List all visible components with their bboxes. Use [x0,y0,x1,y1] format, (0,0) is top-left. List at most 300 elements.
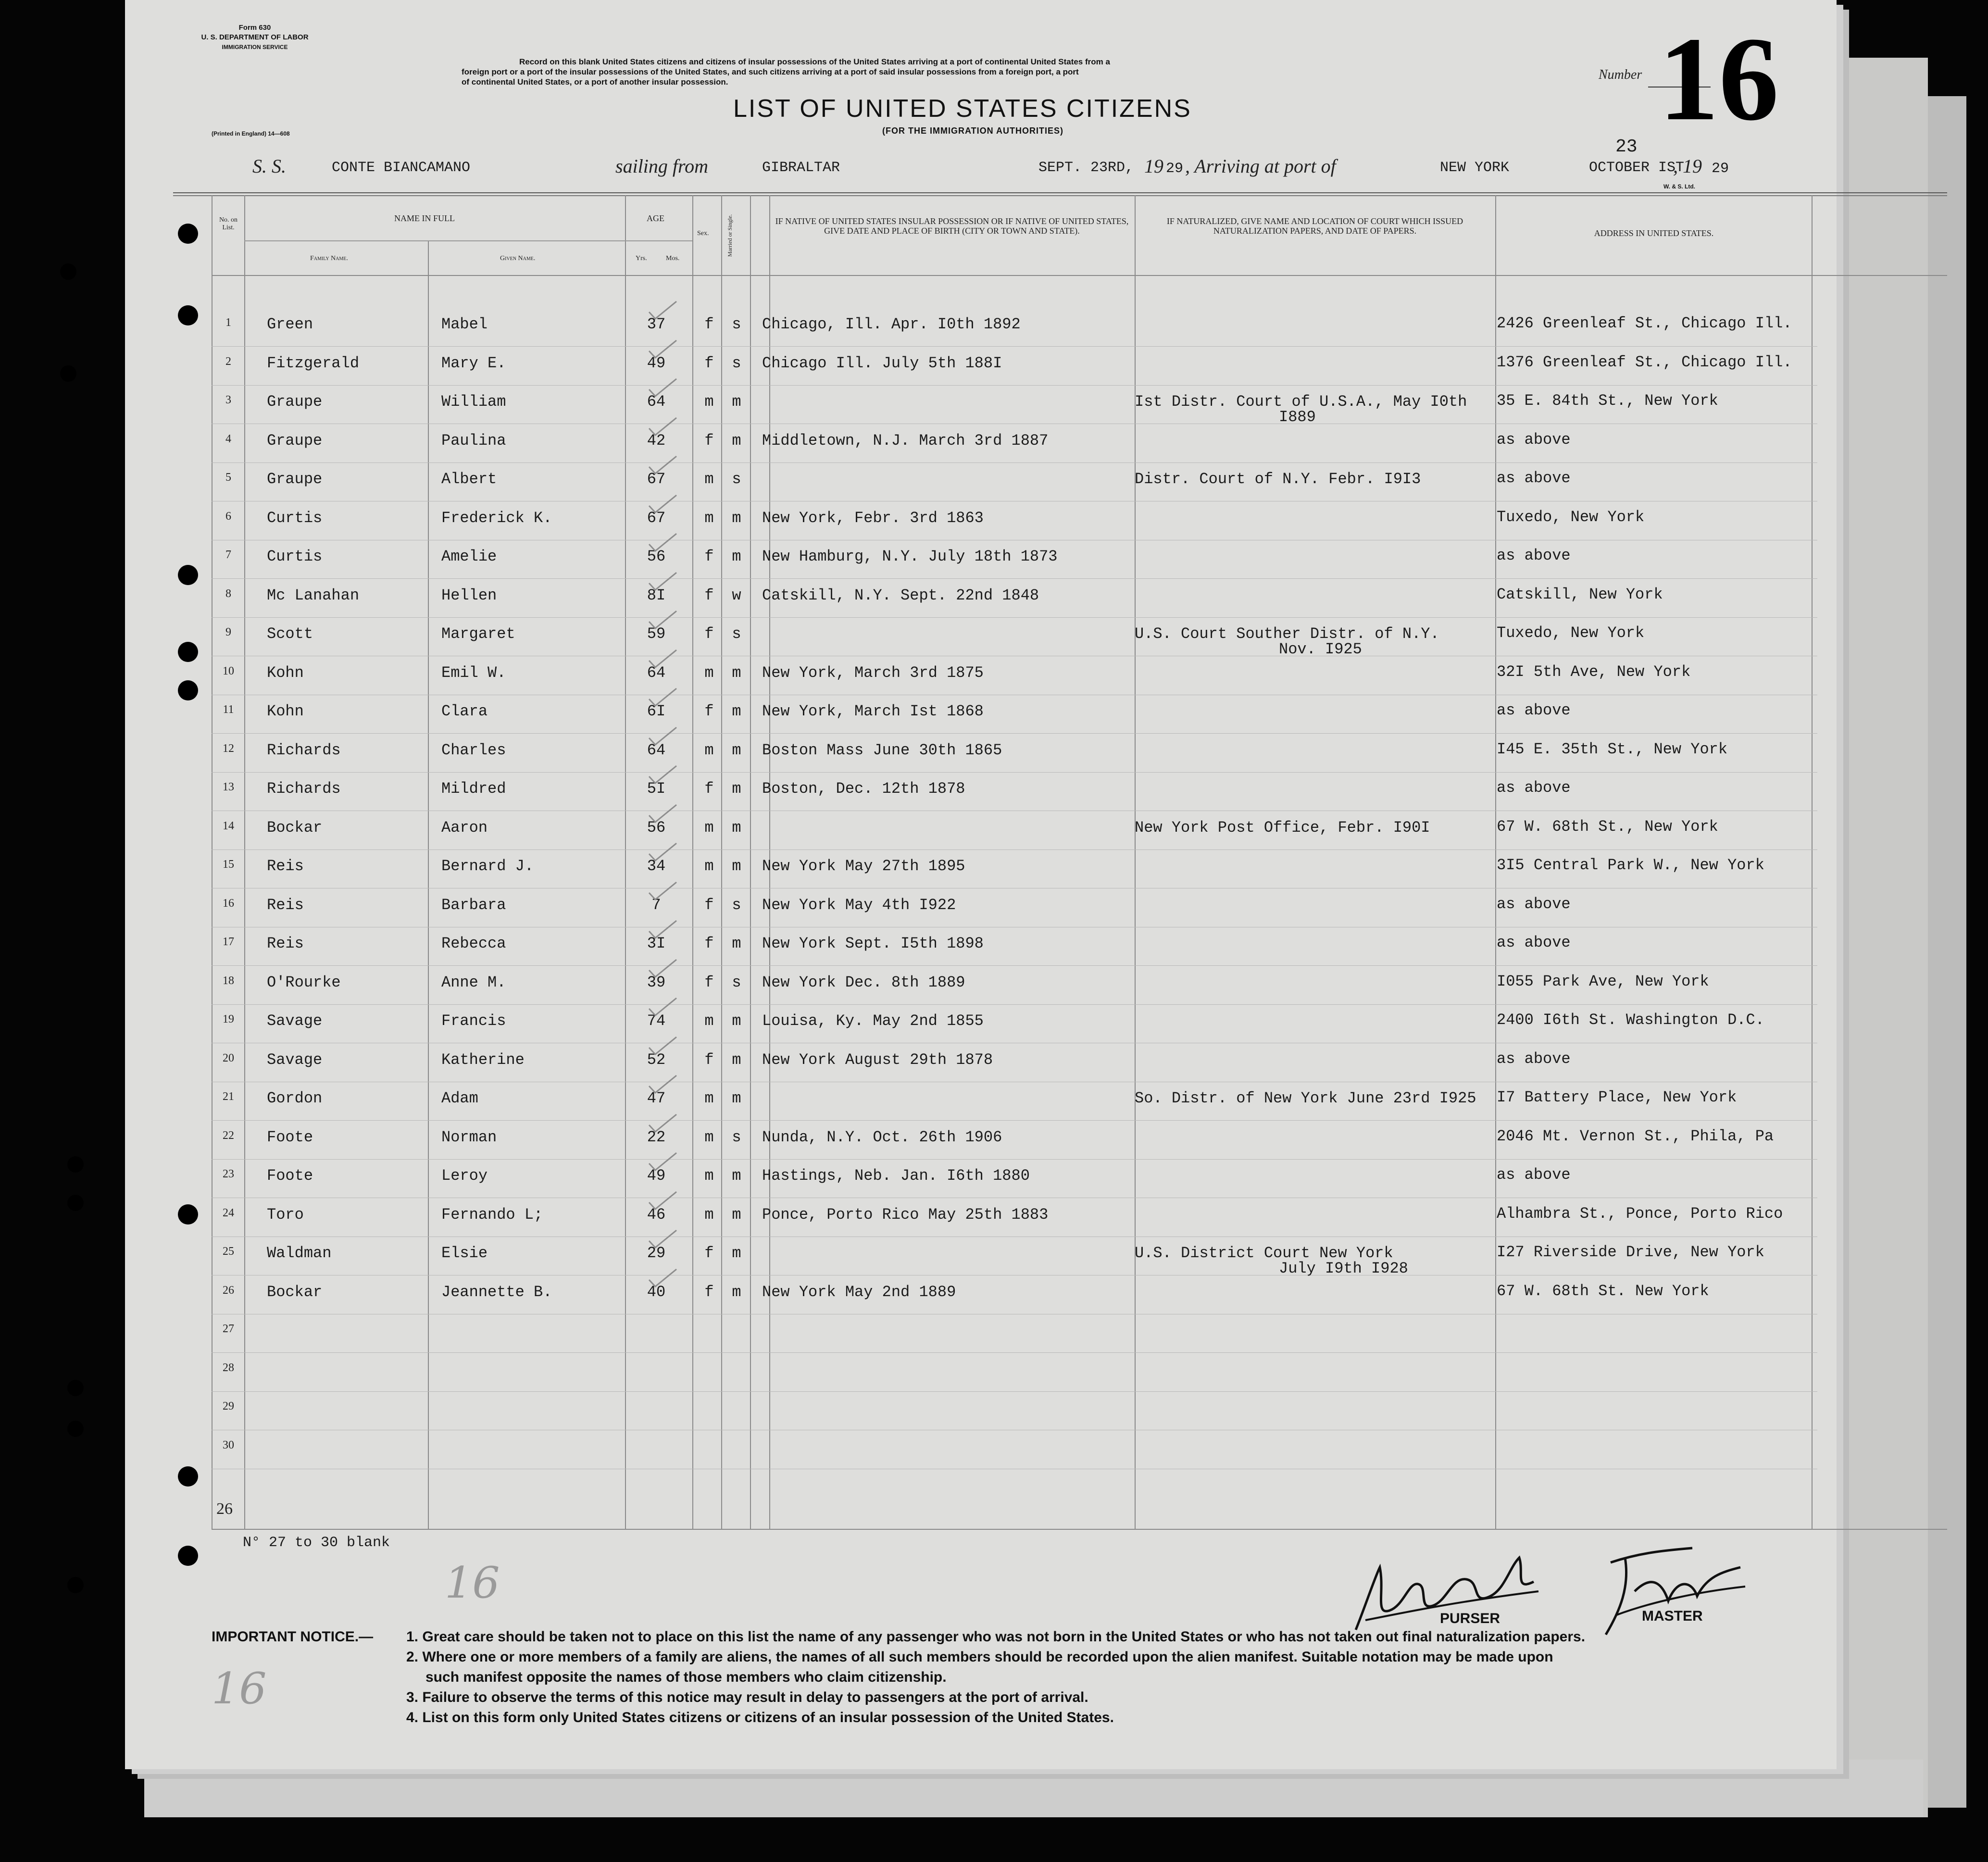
col-rule [721,195,722,1530]
given-name: Katherine [441,1050,525,1069]
us-address: Tuxedo, New York [1497,624,1645,642]
sex: m [704,857,714,875]
check-mark [647,802,680,826]
sex: f [704,431,714,450]
row-number: 21 [223,1090,234,1103]
sex: m [704,1205,714,1224]
marital-status: m [732,1012,741,1030]
age: 29 [647,1244,666,1262]
age: 39 [647,973,666,991]
sex: m [704,663,714,682]
col-rule [1812,195,1813,1530]
punch-hole [67,1380,84,1396]
us-address: Tuxedo, New York [1497,508,1645,526]
row-number: 7 [225,549,231,561]
arriving-label: , Arriving at port of [1185,155,1336,177]
marital-status: m [732,818,741,837]
marital-status: m [732,509,741,527]
punch-hole [67,1577,84,1593]
marital-status: m [732,1089,741,1107]
us-address: 67 W. 68th St., New York [1497,817,1718,836]
given-name: Hellen [441,586,497,604]
row-number: 13 [223,781,234,793]
row-number: 28 [223,1361,234,1374]
punch-hole [178,1546,198,1566]
family-name: Reis [267,896,304,914]
check-mark [647,337,680,362]
row-number: 20 [223,1051,234,1064]
page-title: LIST OF UNITED STATES CITIZENS [733,95,1192,123]
family-name: Richards [267,780,341,798]
us-address: as above [1497,1166,1571,1184]
marital-status: m [732,431,741,450]
departure-year: 29 [1166,161,1184,177]
check-mark [647,1112,680,1136]
us-address: 1376 Greenleaf St., Chicago Ill. [1497,353,1792,371]
family-name: Waldman [267,1244,332,1262]
family-name: Reis [267,857,304,875]
sex: f [704,702,714,720]
us-address: 32I 5th Ave, New York [1497,662,1691,681]
family-name: Green [267,315,313,333]
manifest-page [125,0,1837,1769]
col-rule [1495,195,1496,1530]
row-number: 22 [223,1129,234,1142]
naturalization: U.S. District Court New York [1135,1244,1393,1262]
given-name: Barbara [441,896,506,914]
header-mos: Mos. [666,255,680,262]
family-name: Curtis [267,548,323,565]
row-rule [212,1004,1817,1005]
marital-status: m [732,663,741,682]
check-mark [647,492,680,516]
col-rule [625,195,626,1530]
family-name: Kohn [267,663,304,682]
birth-place-date: Nunda, N.Y. Oct. 26th 1906 [762,1128,1002,1146]
birth-place-date: Chicago, Ill. Apr. I0th 1892 [762,315,1021,333]
given-name: Anne M. [441,973,506,991]
sex: f [704,586,714,604]
given-name: Bernard J. [441,857,534,875]
us-address: Catskill, New York [1497,585,1663,603]
check-mark [647,1189,680,1213]
record-instructions: Record on this blank United States citizens and citizens of insular possessions of the United States arriving at a port of continental United States from a foreign port or a port of the insular possessions of the United States, and such citizens arriving at a port of said insular possessions from a foreign port, a port of continental United States, or a port of another insular possession. [462,57,1110,87]
us-address: as above [1497,1050,1571,1068]
us-address: Alhambra St., Ponce, Porto Rico [1497,1204,1783,1223]
notice-item-2: 2. Where one or more members of a family are aliens, the names of all such members should be recorded upon the alien manifest. Suitable notation may be made upon [406,1649,1553,1665]
age: 22 [647,1128,666,1146]
sex: f [704,354,714,372]
marital-status: m [732,1167,741,1185]
family-name: Foote [267,1167,313,1185]
age: 64 [647,741,666,759]
family-name: O'Rourke [267,973,341,991]
marital-status: m [732,1244,741,1262]
birth-place-date: Hastings, Neb. Jan. I6th 1880 [762,1167,1030,1185]
header-yrs: Yrs. [636,255,647,262]
birth-place-date: New York May 4th I922 [762,896,956,914]
row-number: 23 [223,1168,234,1180]
arrival-year-prefix: , 19 [1673,155,1702,177]
age: 5I [647,780,666,798]
family-name: Toro [267,1205,304,1224]
given-name: Charles [441,741,506,759]
naturalization-detail: I889 [1279,408,1316,426]
notice-heading: IMPORTANT NOTICE.— [212,1629,374,1645]
birth-place-date: New York May 2nd 1889 [762,1283,956,1301]
check-mark [647,686,680,710]
arrival-date: OCTOBER IST [1589,160,1685,176]
family-name: Fitzgerald [267,354,360,372]
us-address: as above [1497,895,1571,913]
total-written: 26 [216,1500,233,1518]
given-name: Elsie [441,1244,488,1262]
row-number: 27 [223,1323,234,1335]
us-address: I055 Park Ave, New York [1497,972,1709,990]
check-mark [647,1150,680,1174]
given-name: Francis [441,1012,506,1030]
birth-place-date: Boston Mass June 30th 1865 [762,741,1002,759]
punch-hole [178,565,198,585]
punch-hole [67,1421,84,1437]
age: 52 [647,1050,666,1069]
check-mark [647,725,680,749]
header-married-single: Married or Single. [726,214,733,257]
given-name: Fernando L; [441,1205,543,1224]
row-number: 26 [223,1284,234,1297]
us-address: 2426 Greenleaf St., Chicago Ill. [1497,314,1792,332]
name-subrule [244,240,625,241]
row-number: 16 [223,897,234,910]
sex: m [704,818,714,837]
col-rule [750,195,751,1530]
row-number: 4 [225,432,231,445]
marital-status: m [732,393,741,411]
family-name: Kohn [267,702,304,720]
page-subtitle: (FOR THE IMMIGRATION AUTHORITIES) [882,126,1063,136]
given-name: Mabel [441,315,488,333]
row-rule [212,1352,1817,1353]
marital-status: m [732,857,741,875]
us-address: as above [1497,934,1571,951]
us-address: as above [1497,430,1571,449]
pencil-mark: 16 [212,1663,267,1714]
check-mark [647,840,680,864]
sex: f [704,1050,714,1069]
row-number: 12 [223,742,234,755]
family-name: Gordon [267,1089,323,1107]
given-name: Norman [441,1128,497,1146]
age: 49 [647,1167,666,1185]
row-rule [212,462,1817,463]
ss-label: S. S. [252,155,286,177]
us-address: I27 Riverside Drive, New York [1497,1243,1764,1261]
birth-place-date: New Hamburg, N.Y. July 18th 1873 [762,548,1058,565]
naturalization: New York Post Office, Febr. I90I [1135,818,1430,837]
family-name: Richards [267,741,341,759]
us-address: as above [1497,547,1571,564]
check-mark [647,453,680,477]
family-name: Bockar [267,1283,323,1301]
marital-status: m [732,935,741,952]
given-name: Albert [441,470,497,488]
family-name: Graupe [267,470,323,488]
age: 7 [651,896,661,914]
naturalization: U.S. Court Souther Distr. of N.Y. [1135,625,1439,643]
age: 46 [647,1205,666,1224]
age: 40 [647,1283,666,1301]
punch-hole [67,1156,84,1173]
age: 6I [647,702,666,720]
family-name: Mc Lanahan [267,586,360,604]
family-name: Curtis [267,509,323,527]
col-rule [692,195,693,1530]
departure-port: GIBRALTAR [762,160,840,176]
family-name: Savage [267,1012,323,1030]
marital-status: m [732,1205,741,1224]
sex: m [704,509,714,527]
sex: m [704,470,714,488]
marital-status: s [732,470,741,488]
pencil-mark: 16 [445,1558,500,1608]
ship-name: CONTE BIANCAMANO [332,160,471,176]
age: 64 [647,663,666,682]
us-address: I7 Battery Place, New York [1497,1088,1737,1106]
row-rule [212,1159,1817,1160]
row-rule [212,965,1817,966]
row-number: 10 [223,664,234,677]
sex: f [704,1283,714,1301]
family-name: Graupe [267,393,323,411]
row-number: 15 [223,858,234,871]
given-name: Jeannette B. [441,1283,552,1301]
given-name: Mary E. [441,354,506,372]
sailing-label: sailing from [615,155,708,177]
family-name: Savage [267,1050,323,1069]
col-rule [244,195,245,1530]
birth-place-date: Middletown, N.J. March 3rd 1887 [762,431,1049,450]
naturalization-detail: Nov. I925 [1279,640,1362,658]
form-number: Form 630 [238,24,271,32]
given-name: Leroy [441,1167,488,1185]
check-mark [647,570,680,594]
row-number: 14 [223,819,234,832]
check-mark [647,647,680,671]
number-label: Number [1599,67,1642,82]
punch-hole [60,263,76,280]
given-name: Mildred [441,780,506,798]
birth-place-date: New York, Febr. 3rd 1863 [762,509,984,527]
row-number: 9 [225,626,231,638]
table-top-rule-2 [173,195,1947,196]
age: 74 [647,1012,666,1030]
birth-place-date: Louisa, Ky. May 2nd 1855 [762,1012,984,1030]
header-name-in-full: NAME IN FULL [394,213,455,223]
check-mark [647,918,680,942]
age: 3I [647,935,666,952]
check-mark [647,995,680,1019]
sex: m [704,1012,714,1030]
sex: m [704,1128,714,1146]
given-name: Emil W. [441,663,506,682]
check-mark [647,531,680,555]
row-number: 8 [225,587,231,600]
row-number: 3 [225,394,231,406]
list-number: 16 [1659,12,1779,146]
family-name: Bockar [267,818,323,837]
age: 64 [647,393,666,411]
sex: m [704,393,714,411]
header-no: No. on List. [219,216,238,231]
departure-date: SEPT. 23RD, [1038,160,1134,176]
age: 34 [647,857,666,875]
arrival-port: NEW YORK [1440,160,1510,176]
check-mark [647,1073,680,1097]
sex: f [704,896,714,914]
us-address: 3I5 Central Park W., New York [1497,856,1764,874]
row-rule [212,733,1817,734]
family-name: Foote [267,1128,313,1146]
row-rule [212,346,1817,347]
us-address: as above [1497,779,1571,797]
birth-place-date: New York May 27th 1895 [762,857,965,875]
service: IMMIGRATION SERVICE [222,44,288,50]
row-number: 25 [223,1245,234,1258]
master-signature [1596,1543,1750,1639]
purser-label: PURSER [1440,1611,1500,1626]
row-number: 30 [223,1438,234,1451]
family-name: Graupe [267,431,323,450]
given-name: Rebecca [441,935,506,952]
punch-hole [60,365,76,382]
us-address: as above [1497,701,1571,719]
naturalization: Distr. Court of N.Y. Febr. I9I3 [1135,470,1421,488]
sex: f [704,973,714,991]
row-number: 1 [225,316,231,329]
row-rule [212,578,1817,579]
punch-hole [178,224,198,244]
age: 49 [647,354,666,372]
marital-status: m [732,1283,741,1301]
header-age: AGE [647,213,664,223]
header-naturalized: IF NATURALIZED, GIVE NAME AND LOCATION OF COURT WHICH ISSUED NATURALIZATION PAPERS, AND DATE OF PAPERS. [1166,216,1463,236]
row-number: 6 [225,510,231,523]
given-name: Paulina [441,431,506,450]
punch-hole [178,1204,198,1225]
us-address: 35 E. 84th St., New York [1497,392,1718,410]
family-name: Scott [267,625,313,643]
punch-hole [67,1195,84,1211]
check-mark [647,608,680,632]
given-name: Aaron [441,818,488,837]
row-rule [212,1391,1817,1392]
birth-place-date: New York, March Ist 1868 [762,702,984,720]
row-rule [212,772,1817,773]
age: 42 [647,431,666,450]
sex: f [704,315,714,333]
birth-place-date: Chicago Ill. July 5th 188I [762,354,1002,372]
marital-status: s [732,354,741,372]
birth-place-date: Catskill, N.Y. Sept. 22nd 1848 [762,586,1039,604]
notice-item-4: 4. List on this form only United States citizens or citizens of an insular possession of the United States. [406,1710,1114,1725]
header-address: ADDRESS IN UNITED STATES. [1594,228,1714,238]
header-given-name: Given Name. [500,255,536,262]
age: 56 [647,818,666,837]
sex: f [704,780,714,798]
col-rule [428,240,429,1530]
master-label: MASTER [1642,1608,1703,1624]
header-sex: Sex. [697,230,709,237]
given-name: Adam [441,1089,478,1107]
marital-status: s [732,315,741,333]
row-number: 29 [223,1400,234,1412]
age: 47 [647,1089,666,1107]
punch-hole [178,642,198,662]
check-mark [647,763,680,787]
us-address: as above [1497,469,1571,487]
sex: f [704,548,714,565]
sex: m [704,1089,714,1107]
row-rule [212,1120,1817,1121]
department: U. S. DEPARTMENT OF LABOR [201,33,309,41]
row-number: 11 [223,703,234,716]
punch-hole [178,1466,198,1487]
check-mark [647,879,680,903]
row-rule [212,617,1817,618]
header-native: IF NATIVE OF UNITED STATES INSULAR POSSESSION OR IF NATIVE OF UNITED STATES, GIVE DATE AND PLACE OF BIRTH (CITY OR TOWN AND STATE). [775,216,1129,236]
marital-status: s [732,896,741,914]
birth-place-date: Boston, Dec. 12th 1878 [762,780,965,798]
marital-status: w [732,586,741,604]
notice-item-3: 3. Failure to observe the terms of this notice may result in delay to passengers at the port of arrival. [406,1689,1088,1705]
naturalization: So. Distr. of New York June 23rd I925 [1135,1089,1476,1107]
age: 67 [647,509,666,527]
notice-item-2-cont: such manifest opposite the names of those members who claim citizenship. [425,1669,947,1685]
row-number: 19 [223,1013,234,1025]
birth-place-date: New York Dec. 8th 1889 [762,973,965,991]
sex: m [704,1167,714,1185]
stamp-number: 23 [1615,137,1638,157]
birth-place-date: Ponce, Porto Rico May 25th 1883 [762,1205,1049,1224]
check-mark [647,376,680,400]
marital-status: s [732,1128,741,1146]
marital-status: m [732,702,741,720]
marital-status: m [732,548,741,565]
birth-place-date: New York, March 3rd 1875 [762,663,984,682]
row-number: 5 [225,471,231,484]
row-number: 17 [223,936,234,948]
sex: m [704,741,714,759]
us-address: 67 W. 68th St. New York [1497,1282,1709,1300]
header-bottom-rule [212,275,1947,276]
age: 8I [647,586,666,604]
family-name: Reis [267,935,304,952]
punch-hole [178,305,198,325]
printer-mark: W. & S. Ltd. [1663,183,1695,190]
marital-status: s [732,973,741,991]
arrival-year: 29 [1712,161,1729,177]
age: 67 [647,470,666,488]
sex: f [704,935,714,952]
row-rule [212,385,1817,386]
age: 56 [647,548,666,565]
given-name: Amelie [441,548,497,565]
age: 37 [647,315,666,333]
check-mark [647,1266,680,1290]
us-address: 2400 I6th St. Washington D.C. [1497,1011,1764,1029]
given-name: Margaret [441,625,515,643]
row-number: 24 [223,1206,234,1219]
